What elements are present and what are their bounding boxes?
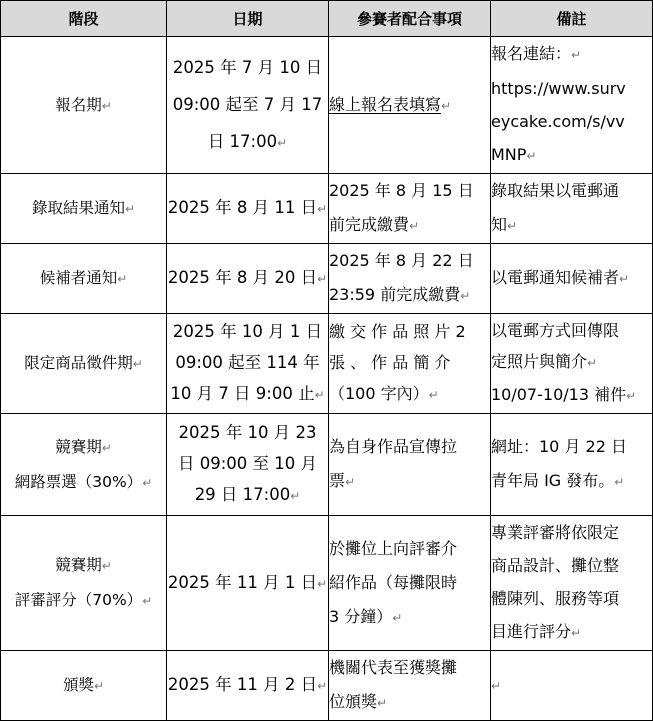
cell-note	[491, 314, 653, 414]
header-stage: 階段	[1, 1, 167, 37]
stage-line: 限定商品徵件期	[24, 354, 133, 372]
paragraph-mark-icon: ↵	[317, 576, 328, 591]
stage-line: 競賽期	[55, 556, 102, 574]
paragraph-mark-icon: ↵	[392, 610, 403, 625]
stage-line: 網路票選（30%）	[14, 472, 143, 491]
paragraph-mark-icon: ↵	[117, 272, 128, 286]
paragraph-mark-icon: ↵	[317, 272, 328, 286]
paragraph-mark-icon: ↵	[441, 98, 452, 113]
date-line: 2025 年 7 月 10 日	[172, 57, 323, 77]
cell-action	[329, 314, 491, 414]
paragraph-mark-icon: ↵	[101, 559, 112, 573]
note-line: 10/07-10/13 補件	[491, 385, 627, 404]
note-line: 專業評審將依限定	[491, 523, 620, 542]
cell-stage	[1, 414, 167, 516]
date-line: 2025 年 10 月 23	[178, 423, 317, 442]
action-line: 票	[329, 471, 346, 490]
table-row	[1, 516, 653, 651]
paragraph-mark-icon: ↵	[507, 219, 518, 233]
cell-stage	[1, 314, 167, 414]
cell-action	[329, 244, 491, 314]
cell-action	[329, 174, 491, 244]
date-line: 10 月 7 日 9:00 止	[170, 384, 315, 403]
cell-note	[491, 174, 653, 244]
action-line: 2025 年 8 月 22 日	[329, 251, 474, 270]
paragraph-mark-icon: ↵	[345, 475, 356, 489]
cell-action	[329, 37, 491, 174]
stage-line: 候補者通知	[39, 269, 118, 287]
paragraph-mark-icon: ↵	[614, 475, 625, 489]
action-line: 前完成繳費	[329, 215, 410, 234]
registration-url[interactable]: https://www.surv	[491, 79, 626, 98]
header-note: 備註	[491, 1, 653, 37]
paragraph-mark-icon: ↵	[132, 357, 143, 371]
paragraph-mark-icon: ↵	[317, 202, 328, 216]
stage-line: 頒獎	[62, 676, 94, 694]
action-line: 機關代表至獲獎攤	[329, 658, 458, 677]
paragraph-mark-icon: ↵	[571, 626, 582, 640]
table-row	[1, 314, 653, 414]
date-line: 2025 年 8 月 20 日	[167, 268, 318, 287]
note-line: 青年局 IG 發布。	[491, 471, 615, 490]
date-line: 09:00 起至 7 月 17	[172, 94, 323, 114]
paragraph-mark-icon: ↵	[93, 679, 105, 693]
paragraph-mark-icon: ↵	[428, 388, 439, 402]
cell-stage	[1, 651, 167, 721]
note-line: 錄取結果以電郵通	[491, 181, 620, 200]
cell-note	[491, 37, 653, 174]
note-line: 目進行評分	[491, 622, 572, 641]
date-line: 09:00 起至 114 年	[175, 353, 320, 372]
date-line: 2025 年 8 月 11 日	[167, 198, 318, 217]
cell-date	[167, 314, 329, 414]
paragraph-mark-icon: ↵	[142, 594, 153, 608]
note-line: 知	[491, 215, 508, 234]
cell-date	[167, 244, 329, 314]
paragraph-mark-icon: ↵	[587, 356, 598, 370]
cell-note	[491, 414, 653, 516]
date-line: 日 09:00 至 10 月	[177, 454, 318, 473]
paragraph-mark-icon: ↵	[277, 135, 288, 150]
date-line: 2025 年 11 月 2 日	[167, 675, 318, 694]
note-line: 以電郵通知候補者	[491, 268, 620, 287]
action-line: 23:59 前完成繳費	[329, 285, 461, 304]
action-line: 於攤位上向評審介	[329, 538, 458, 558]
cell-note	[491, 244, 653, 314]
cell-stage	[1, 37, 167, 174]
cell-date	[167, 516, 329, 651]
header-row	[1, 1, 653, 37]
cell-stage	[1, 516, 167, 651]
table-row	[1, 174, 653, 244]
paragraph-mark-icon: ↵	[142, 475, 153, 490]
cell-stage	[1, 244, 167, 314]
paragraph-mark-icon: ↵	[460, 289, 471, 303]
paragraph-mark-icon: ↵	[101, 440, 112, 455]
stage-line: 競賽期	[55, 437, 102, 456]
paragraph-mark-icon: ↵	[619, 272, 630, 286]
table-row	[1, 414, 653, 516]
cell-action	[329, 651, 491, 721]
stage-line: 報名期	[55, 95, 102, 114]
cell-date	[167, 37, 329, 174]
cell-date	[167, 174, 329, 244]
registration-form-link[interactable]: 線上報名表填寫	[329, 94, 442, 114]
table-row	[1, 244, 653, 314]
paragraph-mark-icon: ↵	[526, 149, 537, 163]
header-date: 日期	[167, 1, 329, 37]
paragraph-mark-icon: ↵	[101, 98, 112, 113]
note-line: 定照片與簡介	[491, 352, 588, 371]
paragraph-mark-icon: ↵	[626, 389, 637, 403]
action-line: 繳 交 作 品 照 片 2	[329, 322, 466, 341]
action-line: 2025 年 8 月 15 日	[329, 181, 474, 200]
cell-note	[491, 516, 653, 651]
date-line: 29 日 17:00	[194, 485, 291, 504]
paragraph-mark-icon: ↵	[317, 679, 328, 693]
paragraph-mark-icon: ↵	[377, 696, 388, 710]
note-line: 網址：10 月 22 日	[491, 437, 627, 456]
paragraph-mark-icon: ↵	[314, 388, 325, 402]
action-line: （100 字內）	[329, 384, 429, 403]
note-line: 商品設計、攤位整	[491, 556, 620, 575]
paragraph-mark-icon: ↵	[124, 202, 136, 216]
table-row	[1, 37, 653, 174]
paragraph-mark-icon: ↵	[571, 48, 582, 62]
date-line: 日 17:00	[207, 131, 278, 151]
cell-stage	[1, 174, 167, 244]
cell-action	[329, 516, 491, 651]
paragraph-mark-icon: ↵	[491, 679, 502, 693]
header-action: 參賽者配合事項	[329, 1, 491, 37]
stage-line: 錄取結果通知	[31, 199, 125, 217]
action-line: 位頒獎	[329, 692, 378, 711]
cell-date	[167, 651, 329, 721]
note-line: 體陳列、服務等項	[491, 589, 620, 608]
cell-note	[491, 651, 653, 721]
action-line: 為自身作品宣傳拉	[329, 437, 458, 456]
action-line: 張 、 作 品 簡 介	[329, 353, 451, 372]
stage-line: 評審評分（70%）	[14, 591, 143, 609]
registration-url[interactable]: eycake.com/s/vv	[491, 112, 625, 131]
note-line: 報名連結：	[491, 44, 572, 63]
action-line: 紹作品（每攤限時	[329, 572, 458, 592]
date-line: 2025 年 10 月 1 日	[172, 322, 323, 341]
paragraph-mark-icon: ↵	[290, 489, 301, 503]
date-line: 2025 年 11 月 1 日	[167, 572, 318, 592]
cell-action	[329, 414, 491, 516]
action-line: 3 分鐘）	[329, 606, 393, 626]
cell-date	[167, 414, 329, 516]
registration-url[interactable]: MNP	[491, 145, 527, 164]
paragraph-mark-icon: ↵	[409, 219, 420, 233]
note-line: 以電郵方式回傳限	[491, 321, 620, 340]
table-row	[1, 651, 653, 721]
